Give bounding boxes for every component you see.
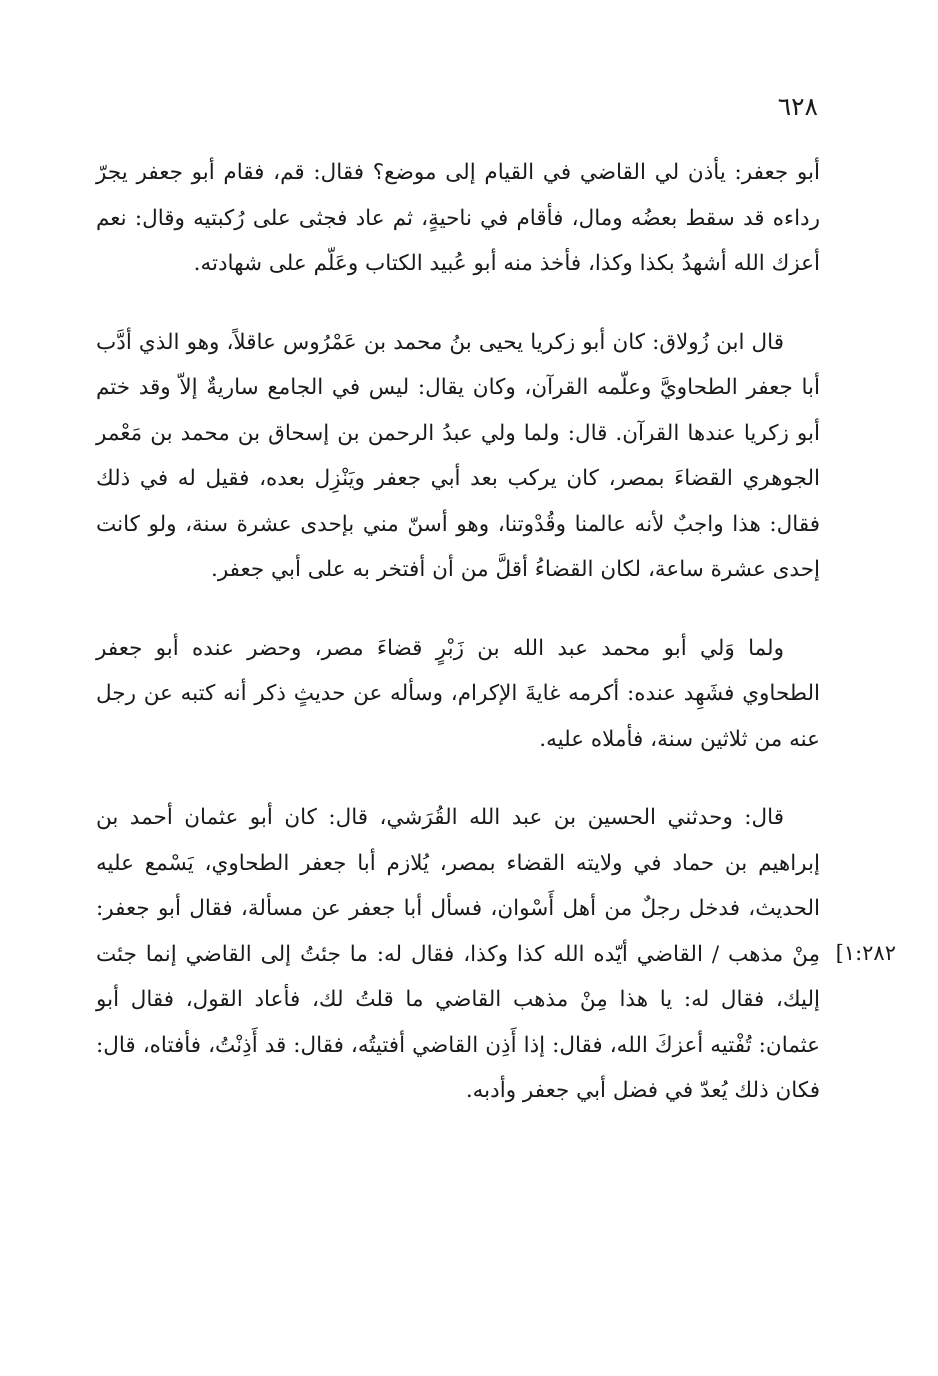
paragraph-2-text: قال ابن زُولاق: كان أبو زكريا يحيى بنُ محمد بن عَمْرُوس عاقلاً، وهو الذي أدَّب أبا جعفر الطحاويَّ وعلّمه القرآن، وكان يقال: ليس في الجامع ساريةٌ إلاّ وقد ختم أبو زكريا عندها القرآن. قال: ولما ولي عبدُ الرحمن بن إسحاق بن محمد بن مَعْمر الجوهري القضاءَ بمصر، كان يركب بعد أبي جعفر ويَنْزِل بعده، فقيل له في ذلك فقال: هذا واجبٌ لأنه عالمنا وقُدْوتنا، وهو أسنّ مني بإحدى عشرة سنة، ولو كانت إحدى عشرة ساعة، لكان القضاءُ أقلَّ من أن أفتخر به على أبي جعفر. [96, 329, 820, 582]
paragraph-2 [96, 320, 820, 593]
paragraph-1: أبو جعفر: يأذن لي القاضي في القيام إلى موضع؟ فقال: قم، فقام أبو جعفر يجرّ رداءه قد سقط بعضُه ومال، فأقام في ناحيةٍ، ثم عاد فجثى على رُكبتيه وقال: نعم أعزك الله أشهدُ بكذا وكذا، فأخذ منه أبو عُبيد الكتاب وعَلّم على شهادته. [96, 160, 820, 276]
paragraph-4-text: قال: وحدثني الحسين بن عبد الله القُرَشي، قال: كان أبو عثمان أحمد بن إبراهيم بن حماد في ولايته القضاء بمصر، يُلازم أبا جعفر الطحاوي، يَسْمع عليه الحديث، فدخل رجلٌ من أهل أَسْوان، فسأل أبا جعفر عن مسألة، فقال أبو جعفر: مِنْ مذهب / القاضي أيّده الله كذا وكذا، فقال له: ما جئتُ إلى القاضي إنما جئت إليك، فقال له: يا هذا مِنْ مذهب القاضي ما قلتُ لك، فأعاد القول، فقال أبو عثمان: تُفْتيه أعزكَ الله، فقال: إذا أَذِن القاضي أفتيتُه، فقال: قد أَذِنْتُ، فأفتاه، قال: فكان ذلك يُعدّ في فضل أبي جعفر وأدبه. [96, 805, 820, 1103]
paragraph-4 [96, 795, 896, 1114]
paragraph-3 [96, 626, 820, 763]
paragraph-3-text: ولما وَلي أبو محمد عبد الله بن زَبْرٍ قضاءَ مصر، وحضر عنده أبو جعفر الطحاوي فشَهِد عنده: أكرمه غايةَ الإكرام، وسأله عن حديثٍ ذكر أنه كتبه عن رجل عنه من ثلاثين سنة، فأملاه عليه. [96, 635, 820, 752]
page-number: ٦٢٨ [777, 92, 818, 121]
marginal-reference: [١:٢٨٢ [835, 941, 896, 965]
text-body [96, 150, 896, 1114]
